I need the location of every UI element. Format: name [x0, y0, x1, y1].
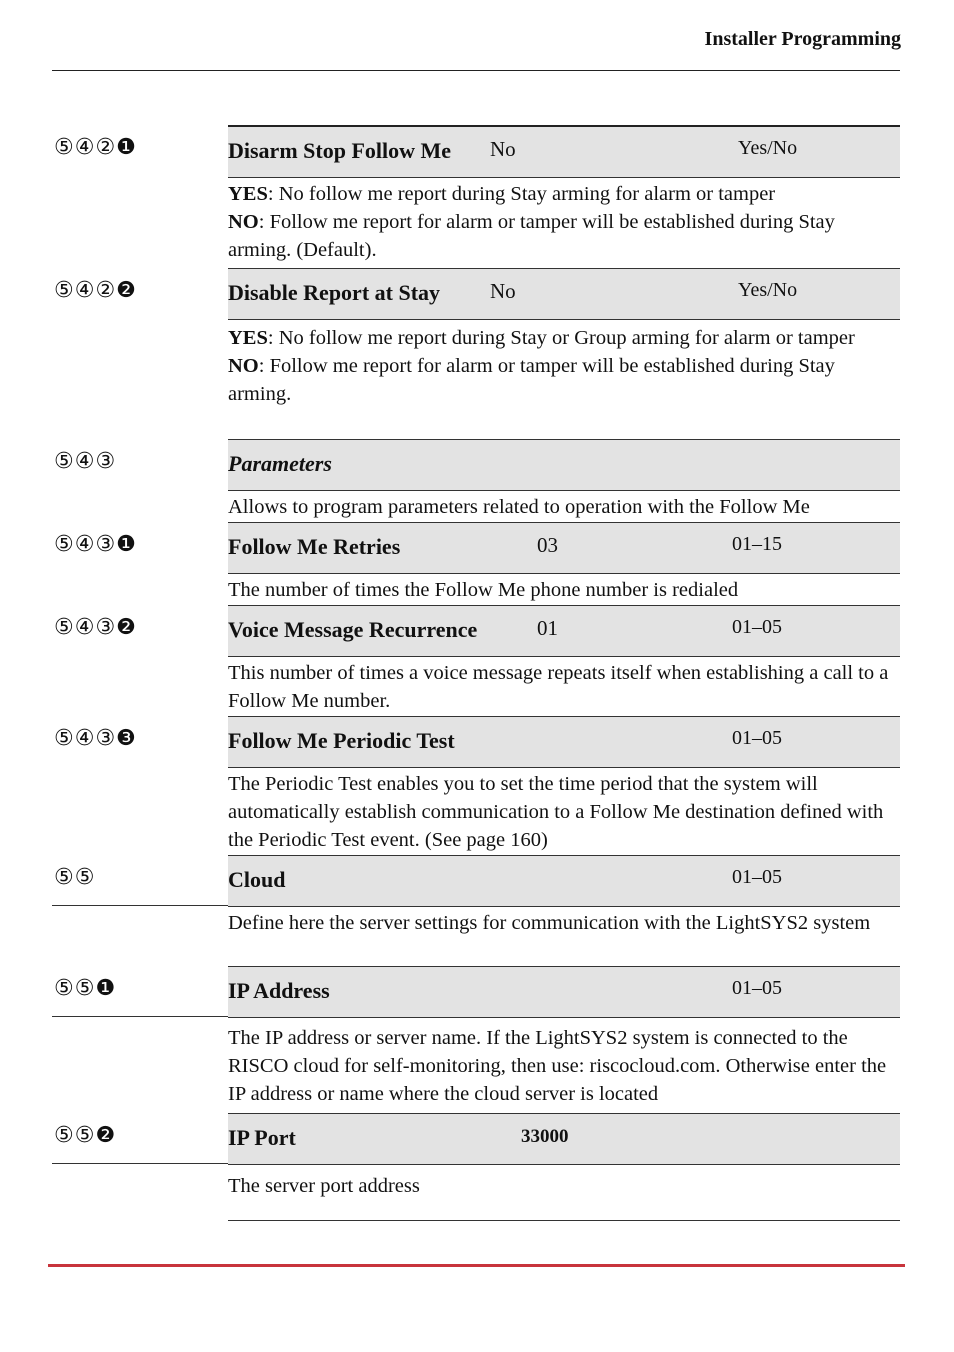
parameter-title: IP Port	[228, 1125, 296, 1150]
parameter-default-value: 03	[537, 533, 558, 557]
parameter-title: Voice Message Recurrence	[228, 617, 478, 642]
parameter-number: ⑤④③❸	[54, 726, 137, 751]
parameter-title: Disarm Stop Follow Me	[228, 138, 452, 163]
page-header-title: Installer Programming	[704, 28, 901, 50]
parameter-default-value: No	[490, 279, 516, 303]
left-column-divider	[52, 905, 228, 906]
parameter-number: ⑤⑤❶	[54, 976, 117, 1001]
description-paragraph	[228, 324, 896, 352]
description-text: : Follow me report for alarm or tamper will be established during Stay arming.	[228, 355, 835, 405]
parameter-title-bar	[228, 716, 900, 768]
description-text: The server port address	[228, 1175, 420, 1197]
description-keyword: YES	[228, 327, 268, 349]
parameter-title-bar	[228, 125, 900, 178]
description-paragraph	[228, 659, 896, 715]
parameter-description	[228, 1172, 896, 1200]
parameter-title: IP Address	[228, 978, 330, 1003]
parameter-range: 01–05	[732, 727, 782, 749]
description-text: : No follow me report during Stay arming for alarm or tamper	[267, 183, 776, 205]
parameter-number: ⑤④③❶	[54, 532, 137, 557]
parameter-range: Yes/No	[738, 137, 798, 159]
description-paragraph	[228, 180, 896, 208]
description-paragraph	[228, 352, 896, 408]
parameter-title-bar	[228, 605, 900, 657]
parameter-description	[228, 180, 896, 264]
left-column-divider	[52, 1016, 228, 1017]
description-paragraph	[228, 493, 896, 521]
parameter-description	[228, 493, 896, 521]
description-keyword: NO	[228, 355, 259, 377]
parameter-default-value: No	[490, 137, 516, 161]
table-bottom-divider	[228, 1220, 900, 1221]
description-paragraph	[228, 576, 896, 604]
parameter-range: 01–05	[732, 866, 782, 888]
description-paragraph	[228, 770, 896, 854]
description-text: The number of times the Follow Me phone number is redialed	[228, 579, 739, 601]
parameter-description	[228, 659, 896, 715]
description-text: Allows to program parameters related to operation with the Follow Me	[228, 496, 810, 518]
parameter-title-bar	[228, 1113, 900, 1165]
parameter-title: Parameters	[228, 451, 332, 476]
parameter-title: Disable Report at Stay	[228, 280, 441, 305]
parameter-number: ⑤⑤	[54, 865, 96, 890]
parameter-description	[228, 909, 896, 937]
left-column-divider	[52, 1163, 228, 1164]
parameter-number: ⑤④②❶	[54, 135, 137, 160]
description-keyword: YES	[228, 183, 268, 205]
parameter-title: Follow Me Periodic Test	[228, 728, 455, 753]
parameter-default-value: 33000	[521, 1126, 569, 1147]
parameter-title: Follow Me Retries	[228, 534, 401, 559]
parameter-number: ⑤④③❷	[54, 615, 137, 640]
parameter-title-bar	[228, 855, 900, 907]
description-keyword: NO	[228, 211, 259, 233]
parameter-description	[228, 324, 896, 408]
description-paragraph	[228, 909, 896, 937]
parameter-description	[228, 576, 896, 604]
parameter-title: Cloud	[228, 867, 286, 892]
parameter-description	[228, 1024, 896, 1108]
parameter-title-bar	[228, 966, 900, 1018]
parameter-range: 01–05	[732, 977, 782, 999]
parameter-range: 01–15	[732, 533, 782, 555]
parameter-range: Yes/No	[738, 279, 798, 301]
parameter-default-value: 01	[537, 616, 558, 640]
description-text: : No follow me report during Stay or Group arming for alarm or tamper	[267, 327, 855, 349]
description-text: Define here the server settings for communication with the LightSYS2 system	[228, 912, 871, 934]
description-text: The Periodic Test enables you to set the time period that the system will automatically establish communication to a Follow Me destination defined with the Periodic Test event. (See page 160)	[228, 773, 884, 851]
description-paragraph	[228, 1172, 896, 1200]
parameter-title-bar	[228, 522, 900, 574]
description-paragraph	[228, 208, 896, 264]
header-divider	[52, 70, 900, 71]
description-text: This number of times a voice message repeats itself when establishing a call to a Follow Me number.	[228, 662, 889, 712]
description-text: : Follow me report for alarm or tamper will be established during Stay arming. (Default).	[228, 211, 835, 261]
parameter-title-bar	[228, 268, 900, 320]
parameter-title-bar	[228, 439, 900, 491]
parameter-range: 01–05	[732, 616, 782, 638]
parameter-description	[228, 770, 896, 854]
parameter-number: ⑤④③	[54, 449, 117, 474]
parameter-number: ⑤④②❷	[54, 278, 137, 303]
parameter-number: ⑤⑤❷	[54, 1123, 117, 1148]
footer-divider	[48, 1264, 905, 1267]
description-text: The IP address or server name. If the LightSYS2 system is connected to the RISCO cloud for self-monitoring, then use: riscocloud.com. Otherwise enter the IP address or name where the cloud server is located	[228, 1027, 887, 1105]
description-paragraph	[228, 1024, 896, 1108]
